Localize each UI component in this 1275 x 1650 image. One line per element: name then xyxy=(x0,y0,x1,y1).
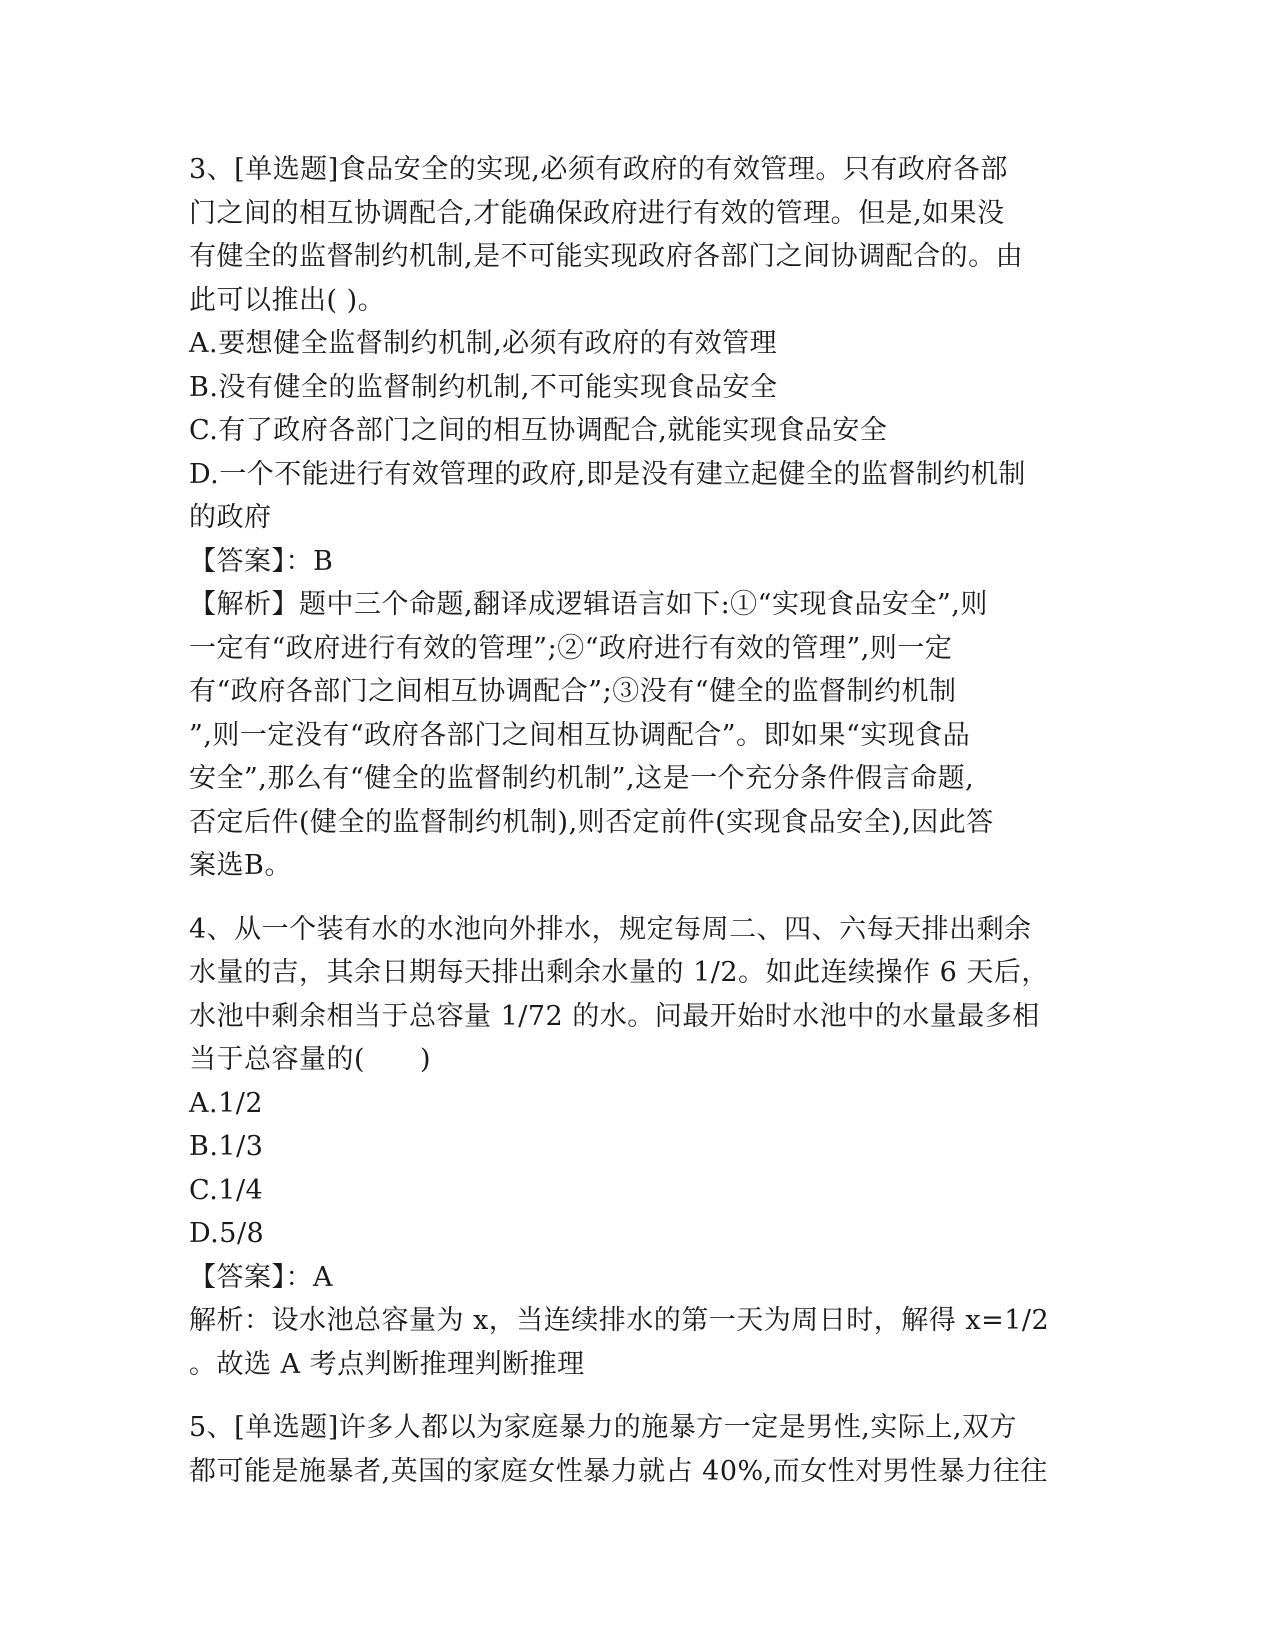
analysis-line: 案选B。 xyxy=(189,850,292,881)
question-stem-line: 5、[单选题]许多人都以为家庭暴力的施暴方一定是男性,实际上,双方 xyxy=(189,1412,1017,1443)
analysis-line: 。故选 A 考点判断推理判断推理 xyxy=(189,1348,585,1380)
analysis-line: 【解析】题中三个命题,翻译成逻辑语言如下:①“实现食品安全”,则 xyxy=(189,589,988,620)
question-3 xyxy=(189,148,1089,888)
analysis-line: 解析：设水池总容量为 x，当连续排水的第一天为周日时，解得 x=1/2 xyxy=(189,1305,1050,1336)
option-c: C.1/4 xyxy=(189,1174,264,1206)
question-5 xyxy=(189,1406,1089,1493)
option-b: B.1/3 xyxy=(189,1131,264,1162)
analysis-line: 有“政府各部门之间相互协调配合”;③没有“健全的监督制约机制 xyxy=(189,676,957,707)
option-a: A.1/2 xyxy=(189,1087,264,1119)
question-stem-line: 有健全的监督制约机制,是不可能实现政府各部门之间协调配合的。由 xyxy=(189,241,1024,272)
document-page xyxy=(189,148,1089,1493)
analysis-line: 安全”,那么有“健全的监督制约机制”,这是一个充分条件假言命题, xyxy=(189,763,975,794)
analysis-line: 一定有“政府进行有效的管理”;②“政府进行有效的管理”,则一定 xyxy=(189,632,953,664)
option-b: B.没有健全的监督制约机制,不可能实现食品安全 xyxy=(189,371,778,403)
answer: 【答案】：A xyxy=(189,1261,333,1293)
option-d: D.一个不能进行有效管理的政府,即是没有建立起健全的监督制约机制 xyxy=(189,458,1026,490)
option-a: A.要想健全监督制约机制,必须有政府的有效管理 xyxy=(189,328,778,359)
option-d-continued: 的政府 xyxy=(189,502,272,533)
option-d: D.5/8 xyxy=(189,1218,265,1249)
question-stem-line: 水池中剩余相当于总容量 1/72 的水。问最开始时水池中的水量最多相 xyxy=(189,1000,1040,1032)
question-stem-line: 4、从一个装有水的水池向外排水，规定每周二、四、六每天排出剩余 xyxy=(189,913,1032,945)
question-4 xyxy=(189,908,1089,1387)
question-stem-line: 此可以推出( )。 xyxy=(189,284,386,316)
question-stem-line: 门之间的相互协调配合,才能确保政府进行有效的管理。但是,如果没 xyxy=(189,197,1005,229)
question-stem-line: 都可能是施暴者,英国的家庭女性暴力就占 40%,而女性对男性暴力往往 xyxy=(189,1455,1048,1487)
analysis-line: 否定后件(健全的监督制约机制),则否定前件(实现食品安全),因此答 xyxy=(189,806,994,838)
question-spacer xyxy=(189,888,1089,908)
question-stem-line: 水量的吉，其余日期每天排出剩余水量的 1/2。如此连续操作 6 天后， xyxy=(189,957,1049,988)
option-c: C.有了政府各部门之间的相互协调配合,就能实现食品安全 xyxy=(189,415,888,446)
answer: 【答案】：B xyxy=(189,545,334,577)
question-stem-line: 3、[单选题]食品安全的实现,必须有政府的有效管理。只有政府各部 xyxy=(189,154,1008,185)
analysis-line: ”,则一定没有“政府各部门之间相互协调配合”。即如果“实现食品 xyxy=(189,719,971,751)
question-stem-line: 当于总容量的( ) xyxy=(189,1044,432,1075)
question-spacer xyxy=(189,1386,1089,1406)
